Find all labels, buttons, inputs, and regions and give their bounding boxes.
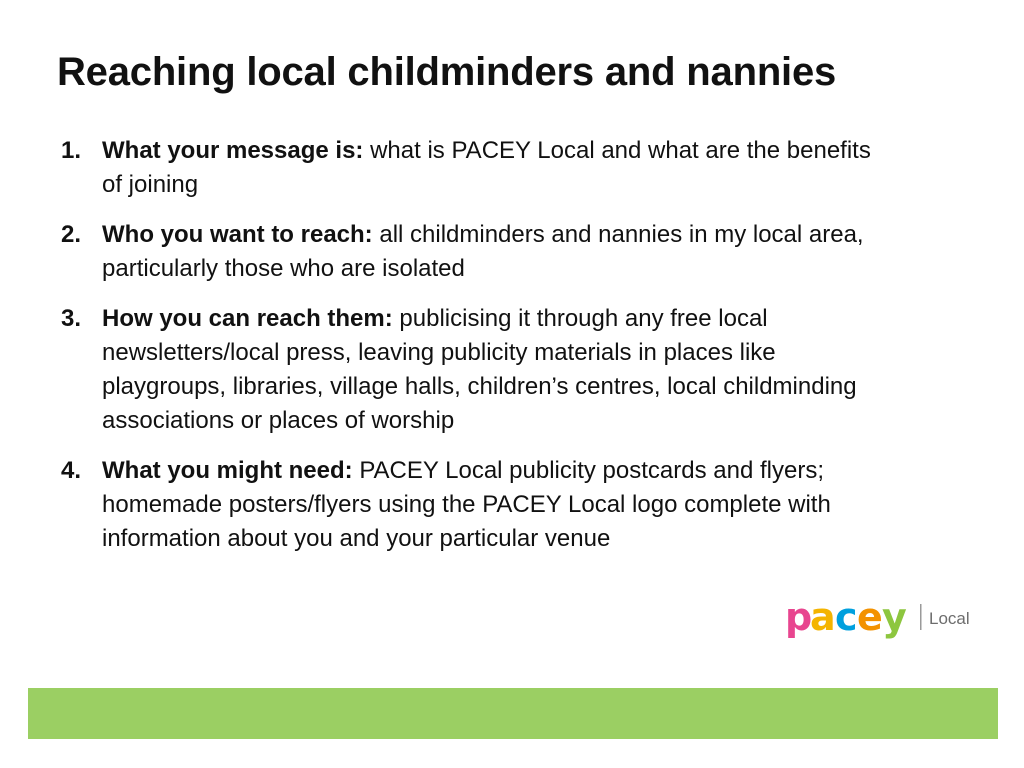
slide-title: Reaching local childminders and nannies	[57, 50, 837, 94]
logo-divider	[920, 604, 922, 630]
item-number: 1.	[61, 137, 82, 164]
item-text: all childminders and nannies in my local area, particularly those who are isolated	[102, 221, 864, 282]
item-text: PACEY Local publicity postcards and flyers; homemade posters/flyers using the PACEY Local logo complete with information about you and your particular venue	[102, 457, 831, 552]
item-lead: What you might need:	[102, 457, 353, 484]
item-text: what is PACEY Local and what are the benefits of joining	[102, 137, 871, 198]
item-lead: What your message is:	[102, 137, 364, 164]
logo-letter-c: c	[835, 595, 858, 639]
list-item	[61, 218, 881, 286]
list-item	[61, 302, 881, 438]
footer-band	[28, 688, 998, 739]
logo-letter-e: e	[857, 595, 883, 639]
item-number: 2.	[61, 221, 82, 248]
logo-letter-p: p	[785, 595, 813, 639]
logo-local-text: Local	[929, 609, 970, 628]
list-item	[61, 134, 881, 202]
item-lead: How you can reach them:	[102, 305, 393, 332]
pacey-local-logo	[785, 595, 980, 646]
item-lead: Who you want to reach:	[102, 221, 373, 248]
key-points-list	[61, 134, 881, 572]
logo-letter-a: a	[810, 595, 836, 639]
pacey-local-logo-graphic	[785, 595, 980, 646]
item-text: publicising it through any free local newsletters/local press, leaving publicity materials in places like playgroups, libraries, village halls, children’s centres, local childminding associations or places of worship	[102, 305, 857, 434]
item-number: 4.	[61, 457, 82, 484]
list-item	[61, 454, 881, 556]
logo-letter-y: y	[882, 595, 907, 639]
item-number: 3.	[61, 305, 82, 332]
